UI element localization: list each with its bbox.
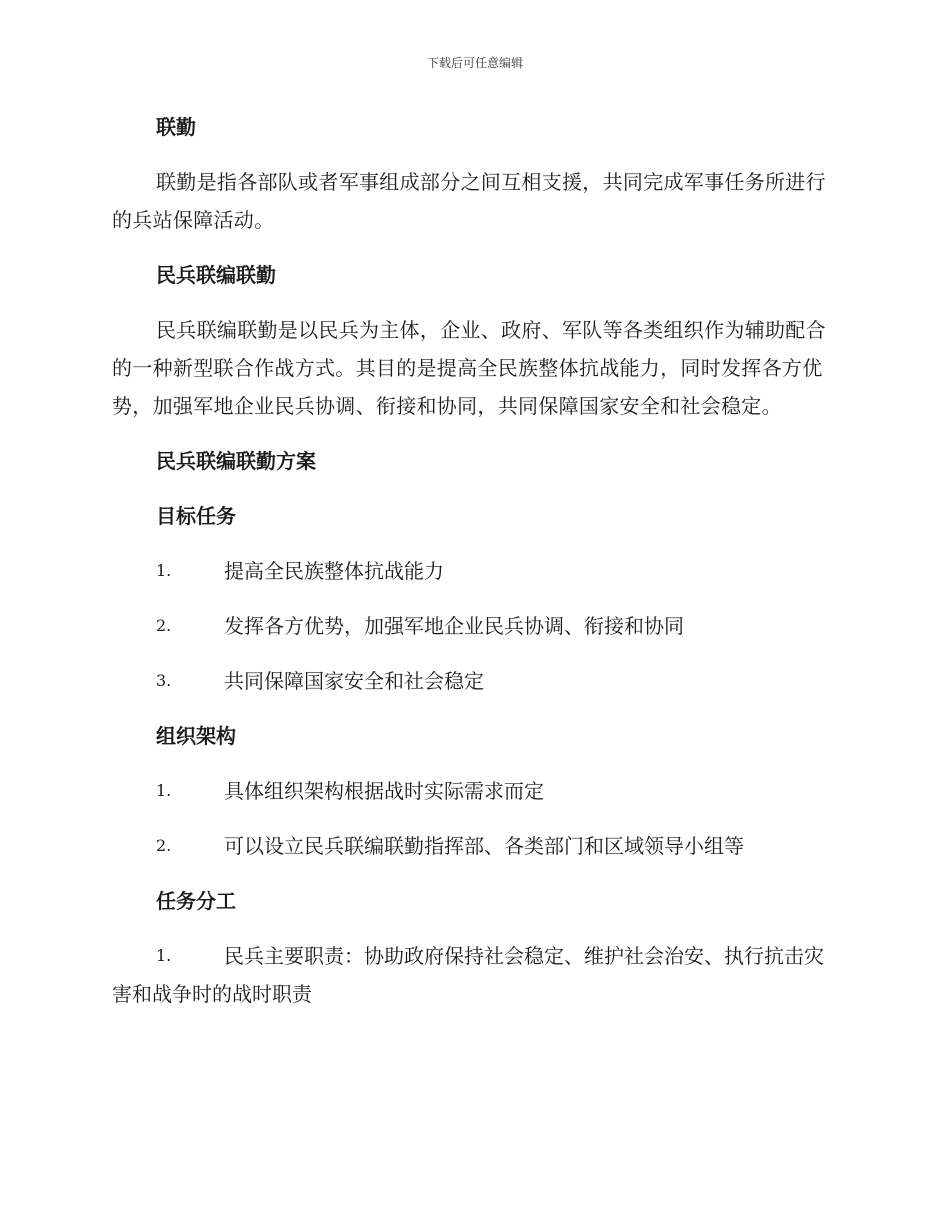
paragraph-minbing-lianbian: 民兵联编联勤是以民兵为主体，企业、政府、军队等各类组织作为辅助配合的一种新型联合作战方式。其目的是提高全民族整体抗战能力，同时发挥各方优势，加强军地企业民兵协调、衔接和协同，共同保障国家安全和社会稳定。: [112, 318, 826, 418]
paragraph-lianqin: 联勤是指各部队或者军事组成部分之间互相支援，共同完成军事任务所进行的兵站保障活动。: [112, 170, 826, 232]
list-number: 1.: [156, 781, 172, 800]
heading-plan: 民兵联编联勤方案: [156, 449, 316, 473]
list-item: [112, 662, 832, 700]
list-item: [112, 552, 832, 590]
heading-org: 组织架构: [156, 724, 236, 748]
list-item: [112, 772, 832, 810]
list-text: 具体组织架构根据战时实际需求而定: [224, 779, 544, 803]
list-number: 1.: [156, 946, 172, 965]
heading-minbing-lianbian: 民兵联编联勤: [156, 263, 276, 287]
list-text: 提高全民族整体抗战能力: [224, 559, 444, 583]
document-body: [112, 108, 832, 1030]
list-number: 2.: [156, 836, 172, 855]
list-text: 共同保障国家安全和社会稳定: [224, 669, 484, 693]
list-number: 2.: [156, 616, 172, 635]
list-number: 1.: [156, 561, 172, 580]
list-text: 民兵主要职责：协助政府保持社会稳定、维护社会治安、执行抗击灾害和战争时的战时职责: [112, 944, 824, 1006]
heading-lianqin: 联勤: [156, 115, 196, 139]
list-number: 3.: [156, 671, 172, 690]
list-text: 可以设立民兵联编联勤指挥部、各类部门和区域领导小组等: [224, 834, 744, 858]
list-text: 发挥各方优势，加强军地企业民兵协调、衔接和协同: [224, 614, 684, 638]
page-header: 下载后可任意编辑: [426, 56, 523, 70]
heading-goals: 目标任务: [156, 504, 236, 528]
list-item: [112, 937, 832, 1013]
list-item: [112, 607, 832, 645]
list-item: [112, 827, 832, 865]
heading-division: 任务分工: [156, 889, 236, 913]
